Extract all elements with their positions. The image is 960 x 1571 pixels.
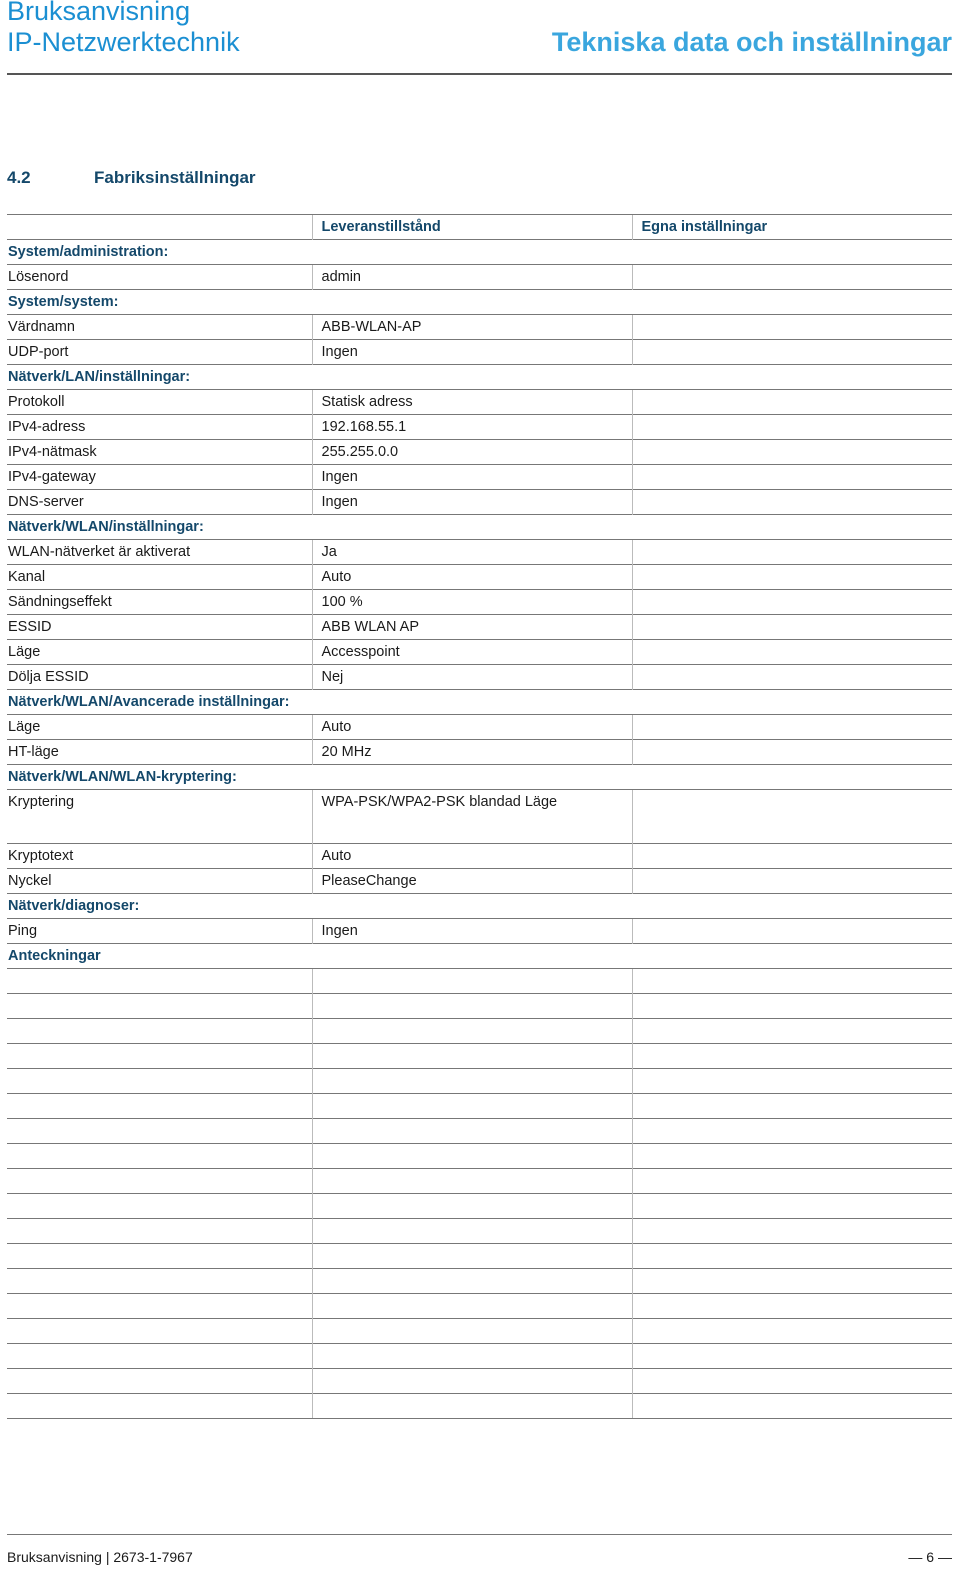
- notes-cell: [312, 1144, 632, 1169]
- notes-row: [7, 969, 952, 994]
- category-row: [7, 765, 952, 790]
- notes-cell: [632, 1094, 952, 1119]
- notes-row: [7, 1094, 952, 1119]
- notes-cell: [312, 1394, 632, 1419]
- notes-cell: [632, 1319, 952, 1344]
- setting-label: HT-läge: [7, 740, 312, 765]
- notes-row: [7, 1269, 952, 1294]
- notes-cell: [312, 1019, 632, 1044]
- notes-row: [7, 1119, 952, 1144]
- notes-row: [7, 1069, 952, 1094]
- notes-cell: [7, 1119, 312, 1144]
- setting-own-value: [632, 540, 952, 565]
- setting-own-value: [632, 590, 952, 615]
- setting-label: Kanal: [7, 565, 312, 590]
- notes-cell: [7, 1069, 312, 1094]
- document-header: [7, 0, 240, 58]
- notes-cell: [312, 1069, 632, 1094]
- category-row: [7, 365, 952, 390]
- setting-label: Ping: [7, 919, 312, 944]
- setting-own-value: [632, 640, 952, 665]
- setting-row: [7, 265, 952, 290]
- setting-own-value: [632, 390, 952, 415]
- category-label: Nätverk/WLAN/inställningar:: [7, 515, 952, 540]
- header-label-cell: [7, 215, 312, 240]
- category-row: [7, 894, 952, 919]
- notes-cell: [632, 994, 952, 1019]
- setting-label: UDP-port: [7, 340, 312, 365]
- setting-own-value: [632, 844, 952, 869]
- notes-cell: [7, 1344, 312, 1369]
- notes-cell: [7, 1319, 312, 1344]
- notes-row: [7, 1344, 952, 1369]
- notes-cell: [312, 1194, 632, 1219]
- setting-own-value: [632, 490, 952, 515]
- notes-cell: [7, 969, 312, 994]
- setting-row: [7, 615, 952, 640]
- setting-row: [7, 440, 952, 465]
- notes-cell: [632, 1119, 952, 1144]
- notes-cell: [312, 1244, 632, 1269]
- section-heading: [7, 168, 256, 188]
- setting-default-value: ABB-WLAN-AP: [312, 315, 632, 340]
- setting-label: IPv4-gateway: [7, 465, 312, 490]
- table-header-row: [7, 215, 952, 240]
- setting-default-value: Ingen: [312, 340, 632, 365]
- notes-cell: [632, 1344, 952, 1369]
- notes-cell: [7, 1244, 312, 1269]
- category-row: [7, 240, 952, 265]
- setting-default-value: 192.168.55.1: [312, 415, 632, 440]
- setting-label: Värdnamn: [7, 315, 312, 340]
- notes-row: [7, 1394, 952, 1419]
- notes-cell: [7, 1269, 312, 1294]
- setting-default-value: 100 %: [312, 590, 632, 615]
- setting-label: Sändningseffekt: [7, 590, 312, 615]
- setting-row: [7, 540, 952, 565]
- notes-row: [7, 1294, 952, 1319]
- setting-own-value: [632, 315, 952, 340]
- setting-label: IPv4-adress: [7, 415, 312, 440]
- setting-default-value: 20 MHz: [312, 740, 632, 765]
- notes-cell: [7, 1219, 312, 1244]
- setting-default-value: PleaseChange: [312, 869, 632, 894]
- notes-cell: [632, 1294, 952, 1319]
- setting-row: [7, 919, 952, 944]
- notes-row: [7, 1144, 952, 1169]
- footer-divider: [7, 1534, 952, 1535]
- notes-cell: [7, 1194, 312, 1219]
- notes-cell: [7, 1369, 312, 1394]
- setting-own-value: [632, 265, 952, 290]
- footer-page-number: — 6 —: [908, 1549, 952, 1565]
- notes-cell: [312, 1169, 632, 1194]
- notes-row: [7, 1319, 952, 1344]
- setting-label: Läge: [7, 640, 312, 665]
- setting-own-value: [632, 919, 952, 944]
- setting-default-value: admin: [312, 265, 632, 290]
- setting-row: [7, 740, 952, 765]
- setting-default-value: Ja: [312, 540, 632, 565]
- notes-cell: [7, 1044, 312, 1069]
- setting-row: [7, 315, 952, 340]
- notes-row: [7, 1219, 952, 1244]
- setting-row: [7, 490, 952, 515]
- setting-row: [7, 844, 952, 869]
- notes-cell: [312, 969, 632, 994]
- setting-label: Kryptotext: [7, 844, 312, 869]
- setting-default-value: Nej: [312, 665, 632, 690]
- notes-cell: [632, 1394, 952, 1419]
- setting-default-value: WPA-PSK/WPA2-PSK blandad Läge: [312, 790, 632, 844]
- notes-cell: [632, 969, 952, 994]
- section-number: 4.2: [7, 168, 31, 187]
- category-label: Nätverk/WLAN/WLAN-kryptering:: [7, 765, 952, 790]
- notes-row: [7, 994, 952, 1019]
- setting-label: Lösenord: [7, 265, 312, 290]
- footer-document-ref: Bruksanvisning | 2673-1-7967: [7, 1549, 193, 1565]
- setting-default-value: Ingen: [312, 490, 632, 515]
- setting-own-value: [632, 869, 952, 894]
- setting-row: [7, 715, 952, 740]
- notes-cell: [312, 1294, 632, 1319]
- setting-own-value: [632, 715, 952, 740]
- setting-default-value: Statisk adress: [312, 390, 632, 415]
- document-subtitle: IP-Netzwerktechnik: [7, 27, 240, 57]
- setting-own-value: [632, 740, 952, 765]
- notes-cell: [7, 1094, 312, 1119]
- setting-row: [7, 415, 952, 440]
- notes-row: [7, 1044, 952, 1069]
- setting-row: [7, 565, 952, 590]
- notes-row: [7, 1244, 952, 1269]
- setting-default-value: Auto: [312, 565, 632, 590]
- notes-cell: [7, 1169, 312, 1194]
- setting-own-value: [632, 465, 952, 490]
- notes-cell: [632, 1044, 952, 1069]
- notes-cell: [312, 1094, 632, 1119]
- setting-default-value: Ingen: [312, 465, 632, 490]
- notes-row: [7, 1194, 952, 1219]
- setting-own-value: [632, 665, 952, 690]
- setting-own-value: [632, 615, 952, 640]
- notes-cell: [312, 1044, 632, 1069]
- setting-label: Dölja ESSID: [7, 665, 312, 690]
- setting-label: Läge: [7, 715, 312, 740]
- notes-cell: [312, 1219, 632, 1244]
- category-label: Nätverk/diagnoser:: [7, 894, 952, 919]
- notes-row: [7, 1169, 952, 1194]
- notes-cell: [7, 1144, 312, 1169]
- setting-own-value: [632, 565, 952, 590]
- notes-cell: [312, 1119, 632, 1144]
- notes-cell: [632, 1194, 952, 1219]
- column-header-default: Leveranstillstånd: [312, 215, 632, 240]
- setting-own-value: [632, 415, 952, 440]
- notes-cell: [632, 1069, 952, 1094]
- notes-cell: [632, 1244, 952, 1269]
- header-divider: [7, 73, 952, 75]
- notes-row: [7, 1369, 952, 1394]
- category-label: Nätverk/LAN/inställningar:: [7, 365, 952, 390]
- notes-cell: [312, 1269, 632, 1294]
- setting-label: Protokoll: [7, 390, 312, 415]
- category-label: System/system:: [7, 290, 952, 315]
- setting-row: [7, 590, 952, 615]
- notes-cell: [7, 1294, 312, 1319]
- chapter-title: Tekniska data och inställningar: [551, 27, 952, 57]
- notes-cell: [312, 994, 632, 1019]
- notes-cell: [632, 1144, 952, 1169]
- setting-label: WLAN-nätverket är aktiverat: [7, 540, 312, 565]
- setting-default-value: Ingen: [312, 919, 632, 944]
- notes-cell: [632, 1219, 952, 1244]
- notes-cell: [632, 1269, 952, 1294]
- setting-row: [7, 465, 952, 490]
- setting-label: IPv4-nätmask: [7, 440, 312, 465]
- setting-row: [7, 340, 952, 365]
- notes-cell: [632, 1369, 952, 1394]
- category-row: [7, 690, 952, 715]
- category-label: Nätverk/WLAN/Avancerade inställningar:: [7, 690, 952, 715]
- document-title: Bruksanvisning: [7, 0, 191, 26]
- notes-row: [7, 1019, 952, 1044]
- notes-cell: [312, 1344, 632, 1369]
- setting-row: [7, 869, 952, 894]
- setting-row: [7, 640, 952, 665]
- notes-cell: [312, 1319, 632, 1344]
- setting-own-value: [632, 790, 952, 844]
- category-row: [7, 290, 952, 315]
- category-row: [7, 944, 952, 969]
- setting-row: [7, 790, 952, 844]
- setting-default-value: ABB WLAN AP: [312, 615, 632, 640]
- section-title: Fabriksinställningar: [94, 168, 256, 187]
- notes-cell: [632, 1169, 952, 1194]
- category-label: Anteckningar: [7, 944, 952, 969]
- setting-label: Kryptering: [7, 790, 312, 844]
- setting-own-value: [632, 440, 952, 465]
- notes-cell: [312, 1369, 632, 1394]
- setting-row: [7, 665, 952, 690]
- notes-cell: [7, 994, 312, 1019]
- category-row: [7, 515, 952, 540]
- setting-label: ESSID: [7, 615, 312, 640]
- setting-default-value: Accesspoint: [312, 640, 632, 665]
- category-label: System/administration:: [7, 240, 952, 265]
- setting-row: [7, 390, 952, 415]
- setting-label: DNS-server: [7, 490, 312, 515]
- setting-own-value: [632, 340, 952, 365]
- notes-cell: [632, 1019, 952, 1044]
- notes-cell: [7, 1394, 312, 1419]
- notes-cell: [7, 1019, 312, 1044]
- setting-default-value: Auto: [312, 844, 632, 869]
- setting-label: Nyckel: [7, 869, 312, 894]
- setting-default-value: Auto: [312, 715, 632, 740]
- column-header-own: Egna inställningar: [632, 215, 952, 240]
- factory-settings-table: [7, 214, 952, 1419]
- setting-default-value: 255.255.0.0: [312, 440, 632, 465]
